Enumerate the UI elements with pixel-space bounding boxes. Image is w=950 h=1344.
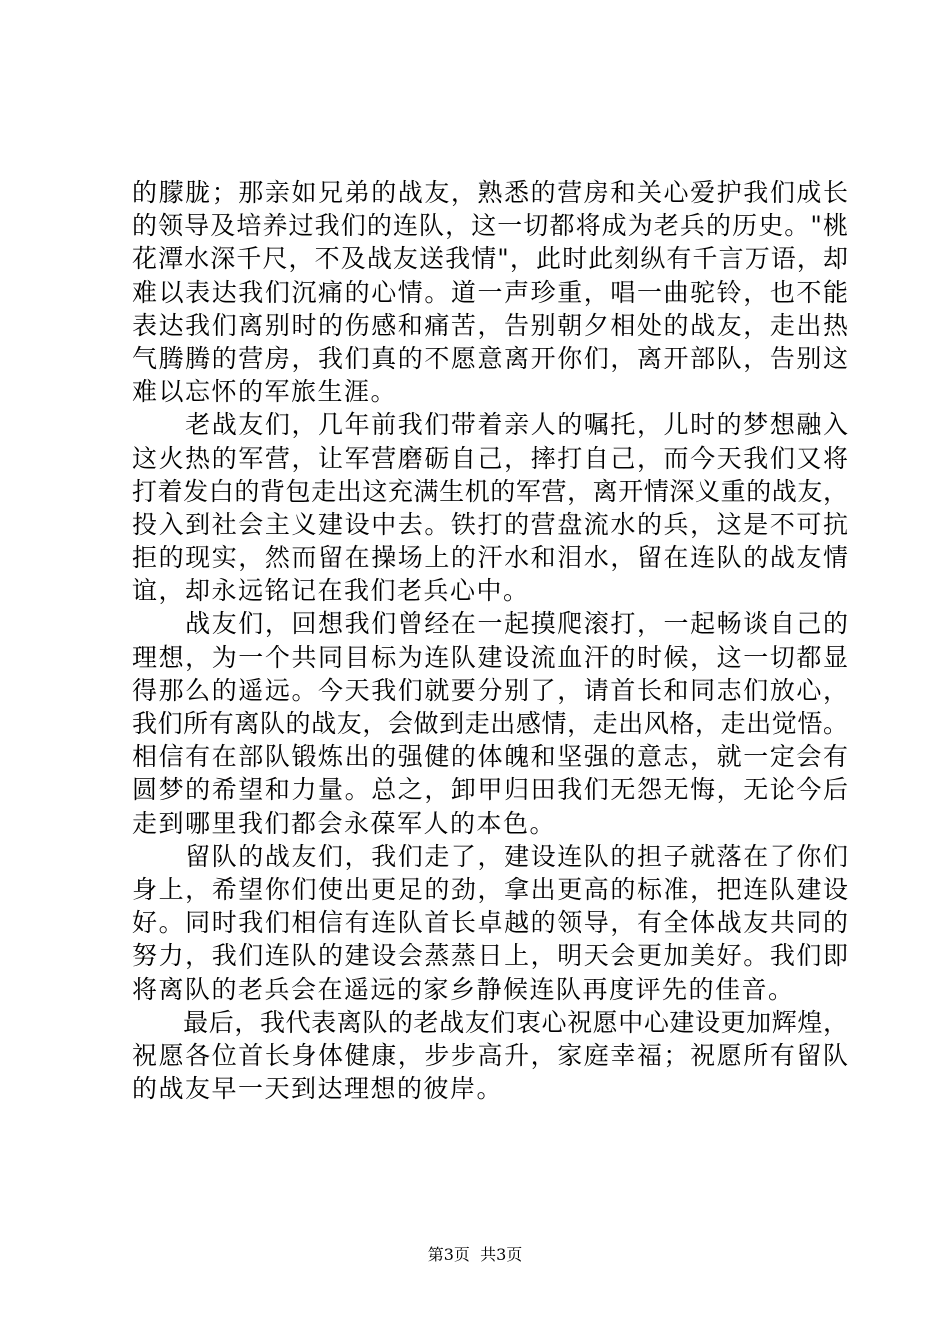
text-line: 将离队的老兵会在遥远的家乡静候连队再度评先的佳音。 xyxy=(132,974,795,1004)
text-line: 老战友们，几年前我们带着亲人的嘱托，儿时的梦想融入 xyxy=(132,410,848,440)
text-line: 战友们，回想我们曾经在一起摸爬滚打，一起畅谈自己的 xyxy=(132,609,848,639)
document-body xyxy=(132,176,848,1105)
text-line: 的战友早一天到达理想的彼岸。 xyxy=(132,1074,504,1104)
text-line: 难以表达我们沉痛的心情。道一声珍重，唱一曲驼铃，也不能 xyxy=(132,277,848,307)
text-line: 走到哪里我们都会永葆军人的本色。 xyxy=(132,808,557,838)
text-line: 花潭水深千尺，不及战友送我情"，此时此刻纵有千言万语，却 xyxy=(132,244,848,274)
text-line: 打着发白的背包走出这充满生机的军营，离开情深义重的战友， xyxy=(132,476,848,506)
text-line: 的朦胧；那亲如兄弟的战友，熟悉的营房和关心爱护我们成长 xyxy=(132,178,848,207)
text-line: 难以忘怀的军旅生涯。 xyxy=(132,377,398,407)
text-line: 好。同时我们相信有连队首长卓越的领导，有全体战友共同的 xyxy=(132,908,848,938)
text-line: 我们所有离队的战友，会做到走出感情，走出风格，走出觉悟。 xyxy=(132,709,848,738)
text-line: 得那么的遥远。今天我们就要分别了，请首长和同志们放心， xyxy=(132,675,848,705)
text-line: 留队的战友们，我们走了，建设连队的担子就落在了你们 xyxy=(132,841,848,871)
text-line: 祝愿各位首长身体健康，步步高升，家庭幸福；祝愿所有留队 xyxy=(132,1040,848,1070)
text-line: 拒的现实，然而留在操场上的汗水和泪水，留在连队的战友情 xyxy=(132,543,848,573)
text-line: 理想，为一个共同目标为连队建设流血汗的时候，这一切都显 xyxy=(132,642,848,672)
text-line: 身上，希望你们使出更足的劲，拿出更高的标准，把连队建设 xyxy=(132,874,848,904)
text-line: 气腾腾的营房，我们真的不愿意离开你们，离开部队，告别这 xyxy=(132,343,848,373)
text-line: 最后，我代表离队的老战友们衷心祝愿中心建设更加辉煌， xyxy=(132,1007,848,1037)
text-line: 努力，我们连队的建设会蒸蒸日上，明天会更加美好。我们即 xyxy=(132,941,848,971)
text-line: 表达我们离别时的伤感和痛苦，告别朝夕相处的战友，走出热 xyxy=(132,310,848,340)
page-footer: 第3页 共3页 xyxy=(427,1245,523,1264)
text-line: 圆梦的希望和力量。总之，卸甲归田我们无怨无悔，无论今后 xyxy=(132,775,848,805)
text-line: 这火热的军营，让军营磨砺自己，摔打自己，而今天我们又将 xyxy=(132,443,848,473)
text-line: 谊，却永远铭记在我们老兵心中。 xyxy=(132,576,530,606)
text-line: 的领导及培养过我们的连队，这一切都将成为老兵的历史。"桃 xyxy=(132,211,848,241)
text-line: 相信有在部队锻炼出的强健的体魄和坚强的意志，就一定会有 xyxy=(132,742,848,772)
text-line: 投入到社会主义建设中去。铁打的营盘流水的兵，这是不可抗 xyxy=(132,509,848,539)
